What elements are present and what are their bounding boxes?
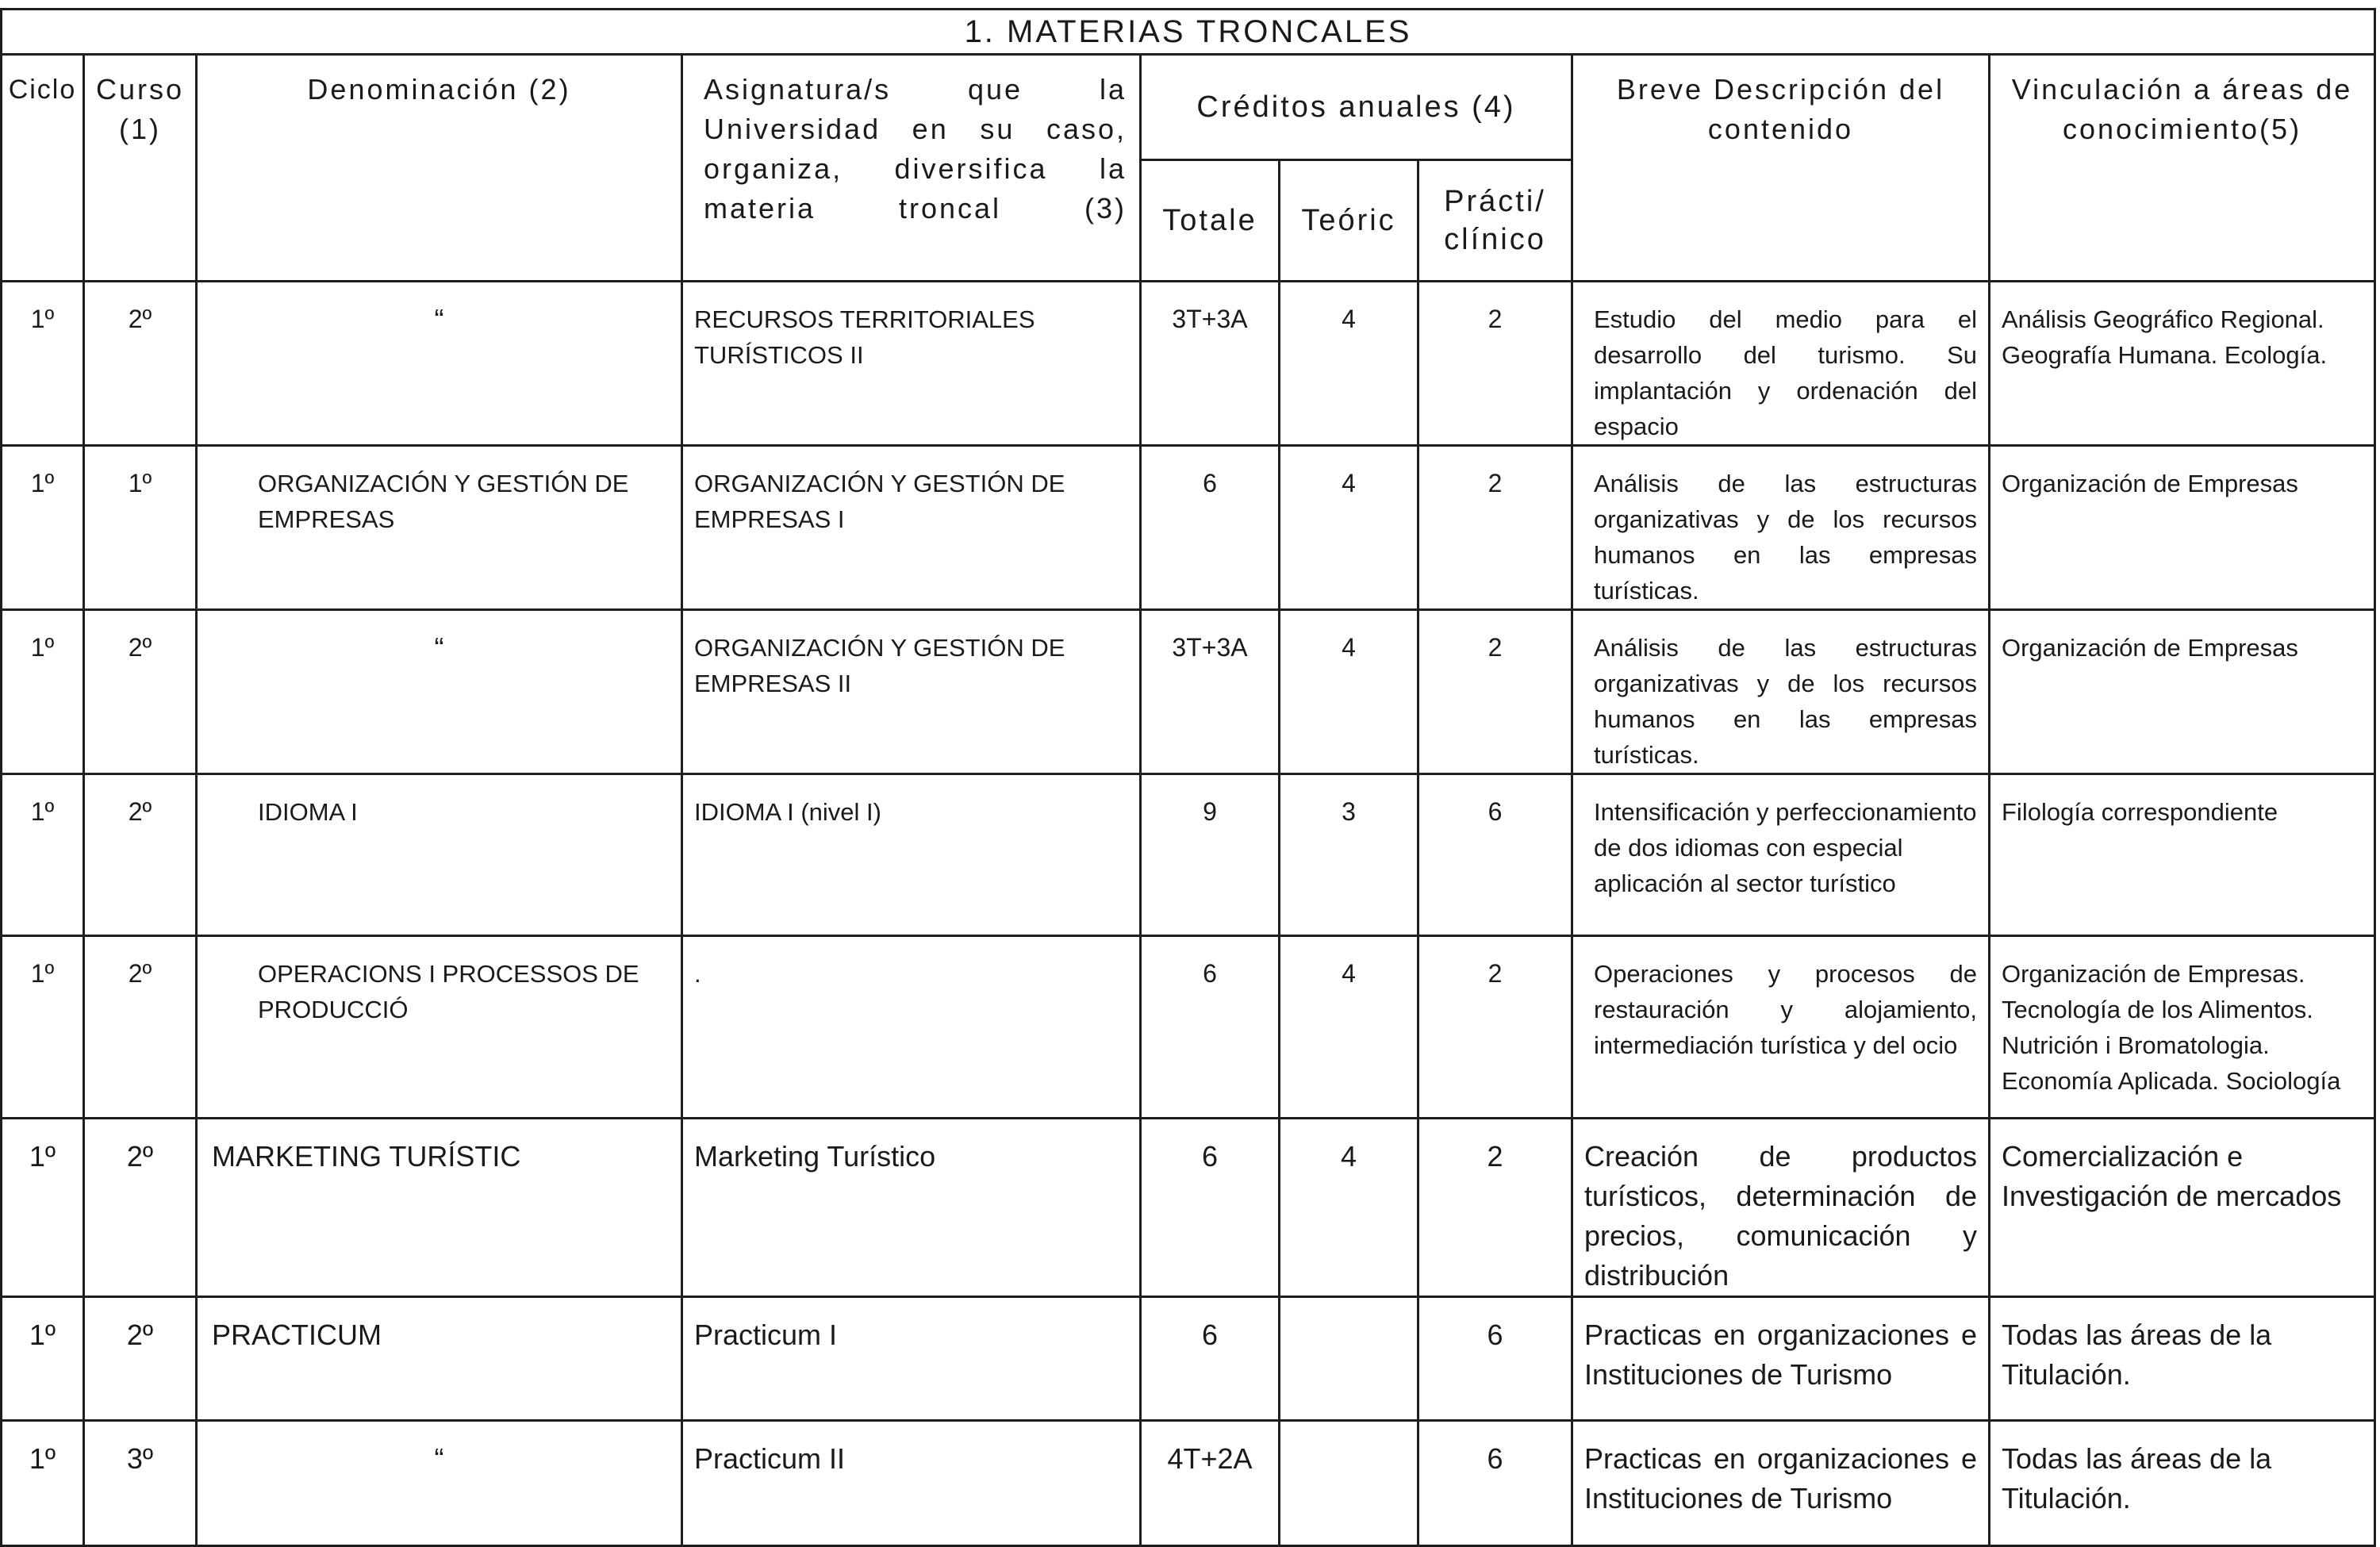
- materias-troncales-table: [0, 8, 2376, 1547]
- cell-practicos: 2: [1418, 282, 1572, 446]
- header-practicos: Prácti/ clínico: [1418, 160, 1572, 282]
- table-row: [2, 446, 2375, 610]
- cell-curso: 2º: [84, 610, 197, 774]
- cell-asignatura: Practicum II: [682, 1421, 1141, 1546]
- cell-totales: 6: [1141, 1297, 1280, 1421]
- cell-asignatura: IDIOMA I (nivel I): [682, 774, 1141, 936]
- header-creditos: Créditos anuales (4): [1141, 55, 1572, 160]
- cell-denominacion: PRACTICUM: [197, 1297, 682, 1421]
- cell-teoricos: 4: [1280, 610, 1418, 774]
- cell-teoricos: 4: [1280, 282, 1418, 446]
- cell-practicos: 6: [1418, 1297, 1572, 1421]
- cell-descripcion: Operaciones y procesos de restauración y alojamiento, intermediación turística y del ocio: [1572, 936, 1990, 1119]
- header-denominacion: Denominación (2): [197, 55, 682, 282]
- cell-asignatura: Practicum I: [682, 1297, 1141, 1421]
- header-ciclo: Ciclo: [2, 55, 84, 282]
- cell-ciclo: 1º: [2, 936, 84, 1119]
- header-vinculacion: Vinculación a áreas de conocimiento(5): [1990, 55, 2375, 282]
- cell-denominacion: OPERACIONS I PROCESSOS DE PRODUCCIÓ: [197, 936, 682, 1119]
- cell-curso: 2º: [84, 282, 197, 446]
- cell-vinculacion: Filología correspondiente: [1990, 774, 2375, 936]
- cell-asignatura: Marketing Turístico: [682, 1119, 1141, 1297]
- cell-denominacion: “: [197, 282, 682, 446]
- cell-ciclo: 1º: [2, 610, 84, 774]
- table-row: [2, 610, 2375, 774]
- cell-practicos: 2: [1418, 446, 1572, 610]
- cell-practicos: 2: [1418, 936, 1572, 1119]
- table-row: [2, 1421, 2375, 1546]
- cell-denominacion: IDIOMA I: [197, 774, 682, 936]
- document-page: [0, 8, 2374, 1514]
- cell-denominacion: “: [197, 1421, 682, 1546]
- header-totales: Totale: [1141, 160, 1280, 282]
- cell-descripcion: Análisis de las estructuras organizativas y de los recursos humanos en las empresas turísticas.: [1572, 610, 1990, 774]
- header-row: [2, 55, 2375, 160]
- cell-totales: 3T+3A: [1141, 610, 1280, 774]
- cell-asignatura: .: [682, 936, 1141, 1119]
- cell-teoricos: [1280, 1421, 1418, 1546]
- header-curso: Curso (1): [84, 55, 197, 282]
- cell-teoricos: 4: [1280, 446, 1418, 610]
- cell-vinculacion: Análisis Geográfico Regional. Geografía Humana. Ecología.: [1990, 282, 2375, 446]
- cell-curso: 2º: [84, 1297, 197, 1421]
- table-row: [2, 282, 2375, 446]
- cell-ciclo: 1º: [2, 1421, 84, 1546]
- cell-teoricos: 4: [1280, 936, 1418, 1119]
- header-teoricos: Teóric: [1280, 160, 1418, 282]
- cell-teoricos: [1280, 1297, 1418, 1421]
- cell-ciclo: 1º: [2, 282, 84, 446]
- cell-denominacion: “: [197, 610, 682, 774]
- cell-descripcion: Practicas en organizaciones e Instituciones de Turismo: [1572, 1297, 1990, 1421]
- cell-teoricos: 4: [1280, 1119, 1418, 1297]
- cell-asignatura: RECURSOS TERRITORIALES TURÍSTICOS II: [682, 282, 1141, 446]
- cell-curso: 1º: [84, 446, 197, 610]
- cell-descripcion: Estudio del medio para el desarrollo del turismo. Su implantación y ordenación del espacio: [1572, 282, 1990, 446]
- cell-totales: 3T+3A: [1141, 282, 1280, 446]
- cell-vinculacion: Organización de Empresas: [1990, 610, 2375, 774]
- cell-totales: 6: [1141, 446, 1280, 610]
- cell-vinculacion: Comercialización e Investigación de mercados: [1990, 1119, 2375, 1297]
- cell-curso: 2º: [84, 1119, 197, 1297]
- cell-asignatura: ORGANIZACIÓN Y GESTIÓN DE EMPRESAS II: [682, 610, 1141, 774]
- table-row: [2, 1297, 2375, 1421]
- cell-vinculacion: Todas las áreas de la Titulación.: [1990, 1297, 2375, 1421]
- cell-ciclo: 1º: [2, 1297, 84, 1421]
- cell-totales: 6: [1141, 1119, 1280, 1297]
- cell-totales: 6: [1141, 936, 1280, 1119]
- table-title: 1. MATERIAS TRONCALES: [2, 10, 2375, 55]
- header-descripcion: Breve Descripción del contenido: [1572, 55, 1990, 282]
- cell-ciclo: 1º: [2, 446, 84, 610]
- cell-practicos: 6: [1418, 1421, 1572, 1546]
- cell-vinculacion: Organización de Empresas. Tecnología de los Alimentos. Nutrición i Bromatologia. Economía Aplicada. Sociología: [1990, 936, 2375, 1119]
- cell-vinculacion: Organización de Empresas: [1990, 446, 2375, 610]
- cell-practicos: 2: [1418, 610, 1572, 774]
- cell-ciclo: 1º: [2, 774, 84, 936]
- cell-curso: 3º: [84, 1421, 197, 1546]
- cell-vinculacion: Todas las áreas de la Titulación.: [1990, 1421, 2375, 1546]
- cell-denominacion: MARKETING TURÍSTIC: [197, 1119, 682, 1297]
- cell-descripcion: Análisis de las estructuras organizativas y de los recursos humanos en las empresas turísticas.: [1572, 446, 1990, 610]
- cell-totales: 4T+2A: [1141, 1421, 1280, 1546]
- cell-asignatura: ORGANIZACIÓN Y GESTIÓN DE EMPRESAS I: [682, 446, 1141, 610]
- cell-descripcion: Intensificación y perfeccionamiento de dos idiomas con especial aplicación al sector turístico: [1572, 774, 1990, 936]
- table-row: [2, 936, 2375, 1119]
- cell-descripcion: Creación de productos turísticos, determinación de precios, comunicación y distribución: [1572, 1119, 1990, 1297]
- cell-curso: 2º: [84, 936, 197, 1119]
- cell-curso: 2º: [84, 774, 197, 936]
- header-asignatura: Asignatura/s que la Universidad en su caso, organiza, diversifica la materia troncal (3): [682, 55, 1141, 282]
- cell-descripcion: Practicas en organizaciones e Instituciones de Turismo: [1572, 1421, 1990, 1546]
- cell-practicos: 2: [1418, 1119, 1572, 1297]
- cell-denominacion: ORGANIZACIÓN Y GESTIÓN DE EMPRESAS: [197, 446, 682, 610]
- cell-totales: 9: [1141, 774, 1280, 936]
- table-row: [2, 1119, 2375, 1297]
- cell-teoricos: 3: [1280, 774, 1418, 936]
- cell-practicos: 6: [1418, 774, 1572, 936]
- table-row: [2, 774, 2375, 936]
- cell-ciclo: 1º: [2, 1119, 84, 1297]
